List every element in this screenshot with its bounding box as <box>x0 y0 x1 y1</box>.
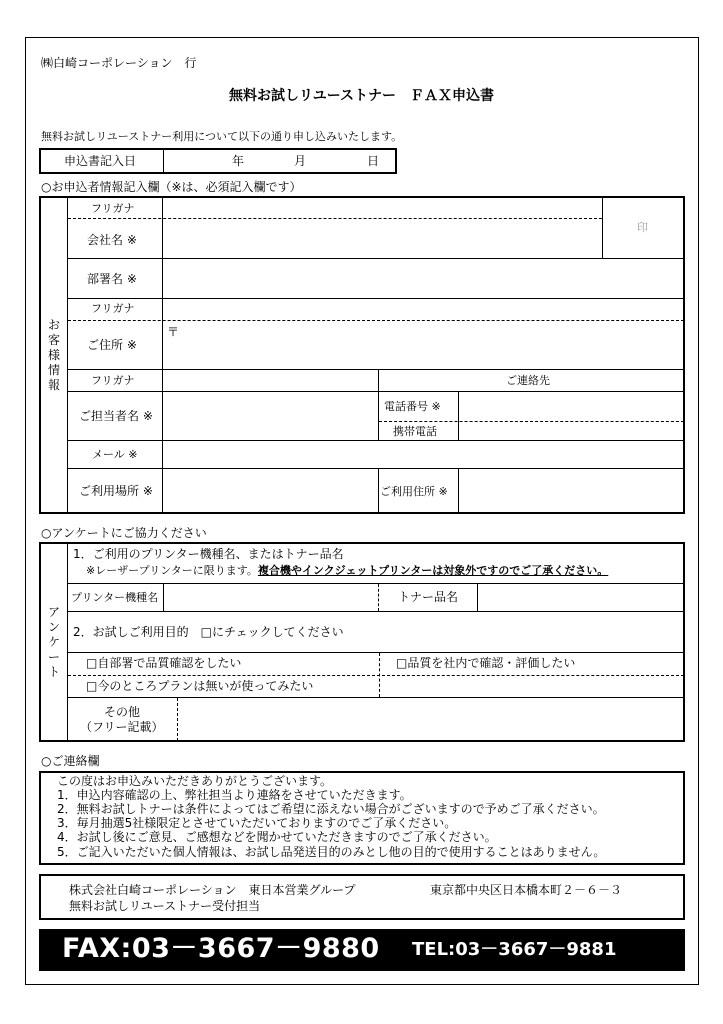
address-label: ご住所 ※ <box>87 338 137 352</box>
tel-number: TEL:03－3667－9881 <box>412 939 617 960</box>
location-field[interactable] <box>164 470 377 512</box>
address-field[interactable] <box>180 322 683 368</box>
postal-mark: 〒 <box>167 325 180 339</box>
other-field[interactable] <box>179 699 683 740</box>
option-self-dept[interactable]: □自部署で品質確認をしたい <box>86 656 242 670</box>
mobile-label: 携帯電話 <box>393 425 437 438</box>
fax-number: FAX:03－3667－9880 <box>62 933 380 964</box>
recipient-label: ㈱白崎コーポレーション 行 <box>41 56 197 70</box>
option-try-it[interactable]: □今のところプランは無いが使ってみたい <box>86 679 314 693</box>
company-field[interactable] <box>164 220 601 257</box>
furigana-person-field[interactable] <box>164 371 377 390</box>
contact-header: ご連絡先 <box>506 374 550 387</box>
furigana-person-label: フリガナ <box>91 374 135 387</box>
seal-mark: 印 <box>637 221 648 234</box>
company-dept: 無料お試しリユーストナー受付担当 <box>69 899 261 913</box>
company-label: 会社名 ※ <box>87 233 137 247</box>
toner-name-field[interactable] <box>479 585 683 610</box>
person-field[interactable] <box>164 393 377 439</box>
survey-q1-note <box>86 565 608 576</box>
notes-line-0: この度はお申込みいただきありがとうございます。 <box>57 774 333 788</box>
date-day: 日 <box>367 154 380 168</box>
department-label: 部署名 ※ <box>87 272 137 286</box>
furigana-address-label: フリガナ <box>91 302 135 315</box>
furigana-company-label: フリガナ <box>91 202 135 215</box>
company-name: 株式会社白崎コーポレーション 東日本営業グループ <box>69 883 356 897</box>
survey-q2: 2．お試しご利用目的 □にチェックしてください <box>73 625 344 639</box>
printer-model-field[interactable] <box>165 585 377 610</box>
notes-line-1: 1．申込内容確認の上、弊社担当より連絡をさせていただきます。 <box>57 788 412 802</box>
department-field[interactable] <box>164 260 683 297</box>
location-label: ご利用場所 ※ <box>79 484 153 498</box>
mobile-field[interactable] <box>460 423 683 439</box>
intro-text: 無料お試しリユーストナー利用について以下の通り申し込みいたします。 <box>41 130 403 143</box>
form-title: 無料お試しリユーストナー ＦＡＸ申込書 <box>228 88 495 104</box>
customer-section-title: ○お申込者情報記入欄（※は、必須記入欄です） <box>41 180 302 194</box>
survey-side-label: アンケート <box>47 605 60 679</box>
toner-name-label: トナー品名 <box>398 590 459 604</box>
other-label-line2: （フリー記載） <box>80 720 164 734</box>
email-field[interactable] <box>164 442 683 467</box>
survey-section-title: ○アンケートにご協力ください <box>41 526 207 540</box>
printer-model-label: プリンター機種名 <box>71 591 159 604</box>
survey-q1-note-bold: 複合機やインクジェットプリンターは対象外ですのでご了承ください。 <box>257 564 609 577</box>
date-month: 月 <box>294 154 307 168</box>
date-year: 年 <box>232 154 245 168</box>
notes-line-2: 2．無料お試しトナーは条件によってはご希望に添えない場合がございますので予めご了承ください。 <box>57 802 605 816</box>
furigana-address-field[interactable] <box>164 300 683 319</box>
notes-line-5: 5．ご記入いただいた個人情報は、お試し品発送目的のみとし他の目的で使用することはありません。 <box>57 845 606 859</box>
phone-field[interactable] <box>460 393 683 420</box>
notes-line-3: 3．毎月抽選5社様限定とさせていただいておりますのでご了承ください。 <box>57 816 457 830</box>
other-label-line1: その他 <box>104 705 141 719</box>
email-label: メール ※ <box>92 448 138 461</box>
furigana-company-field[interactable] <box>164 198 601 217</box>
date-field[interactable] <box>165 150 395 172</box>
notes-line-4: 4．お試し後にご意見、ご感想などを聞かせていただきますのでご了承ください。 <box>57 830 497 844</box>
location-address-label: ご利用住所 ※ <box>380 485 448 498</box>
location-address-field[interactable] <box>460 470 683 512</box>
date-label: 申込書記入日 <box>64 154 137 168</box>
company-address: 東京都中央区日本橋本町２－６－３ <box>430 883 623 897</box>
person-label: ご担当者名 ※ <box>79 409 153 423</box>
customer-side-label: お客様情報 <box>47 318 60 392</box>
survey-q1-note-plain: ※レーザープリンターに限ります。 <box>86 564 258 577</box>
company-info-box <box>39 874 685 920</box>
notes-section-title: ○ご連絡欄 <box>41 754 100 768</box>
phone-label: 電話番号 ※ <box>384 400 441 413</box>
option-company-eval[interactable]: □品質を社内で確認・評価したい <box>396 656 576 670</box>
survey-q1: 1．ご利用のプリンター機種名、またはトナー品名 <box>73 547 344 561</box>
